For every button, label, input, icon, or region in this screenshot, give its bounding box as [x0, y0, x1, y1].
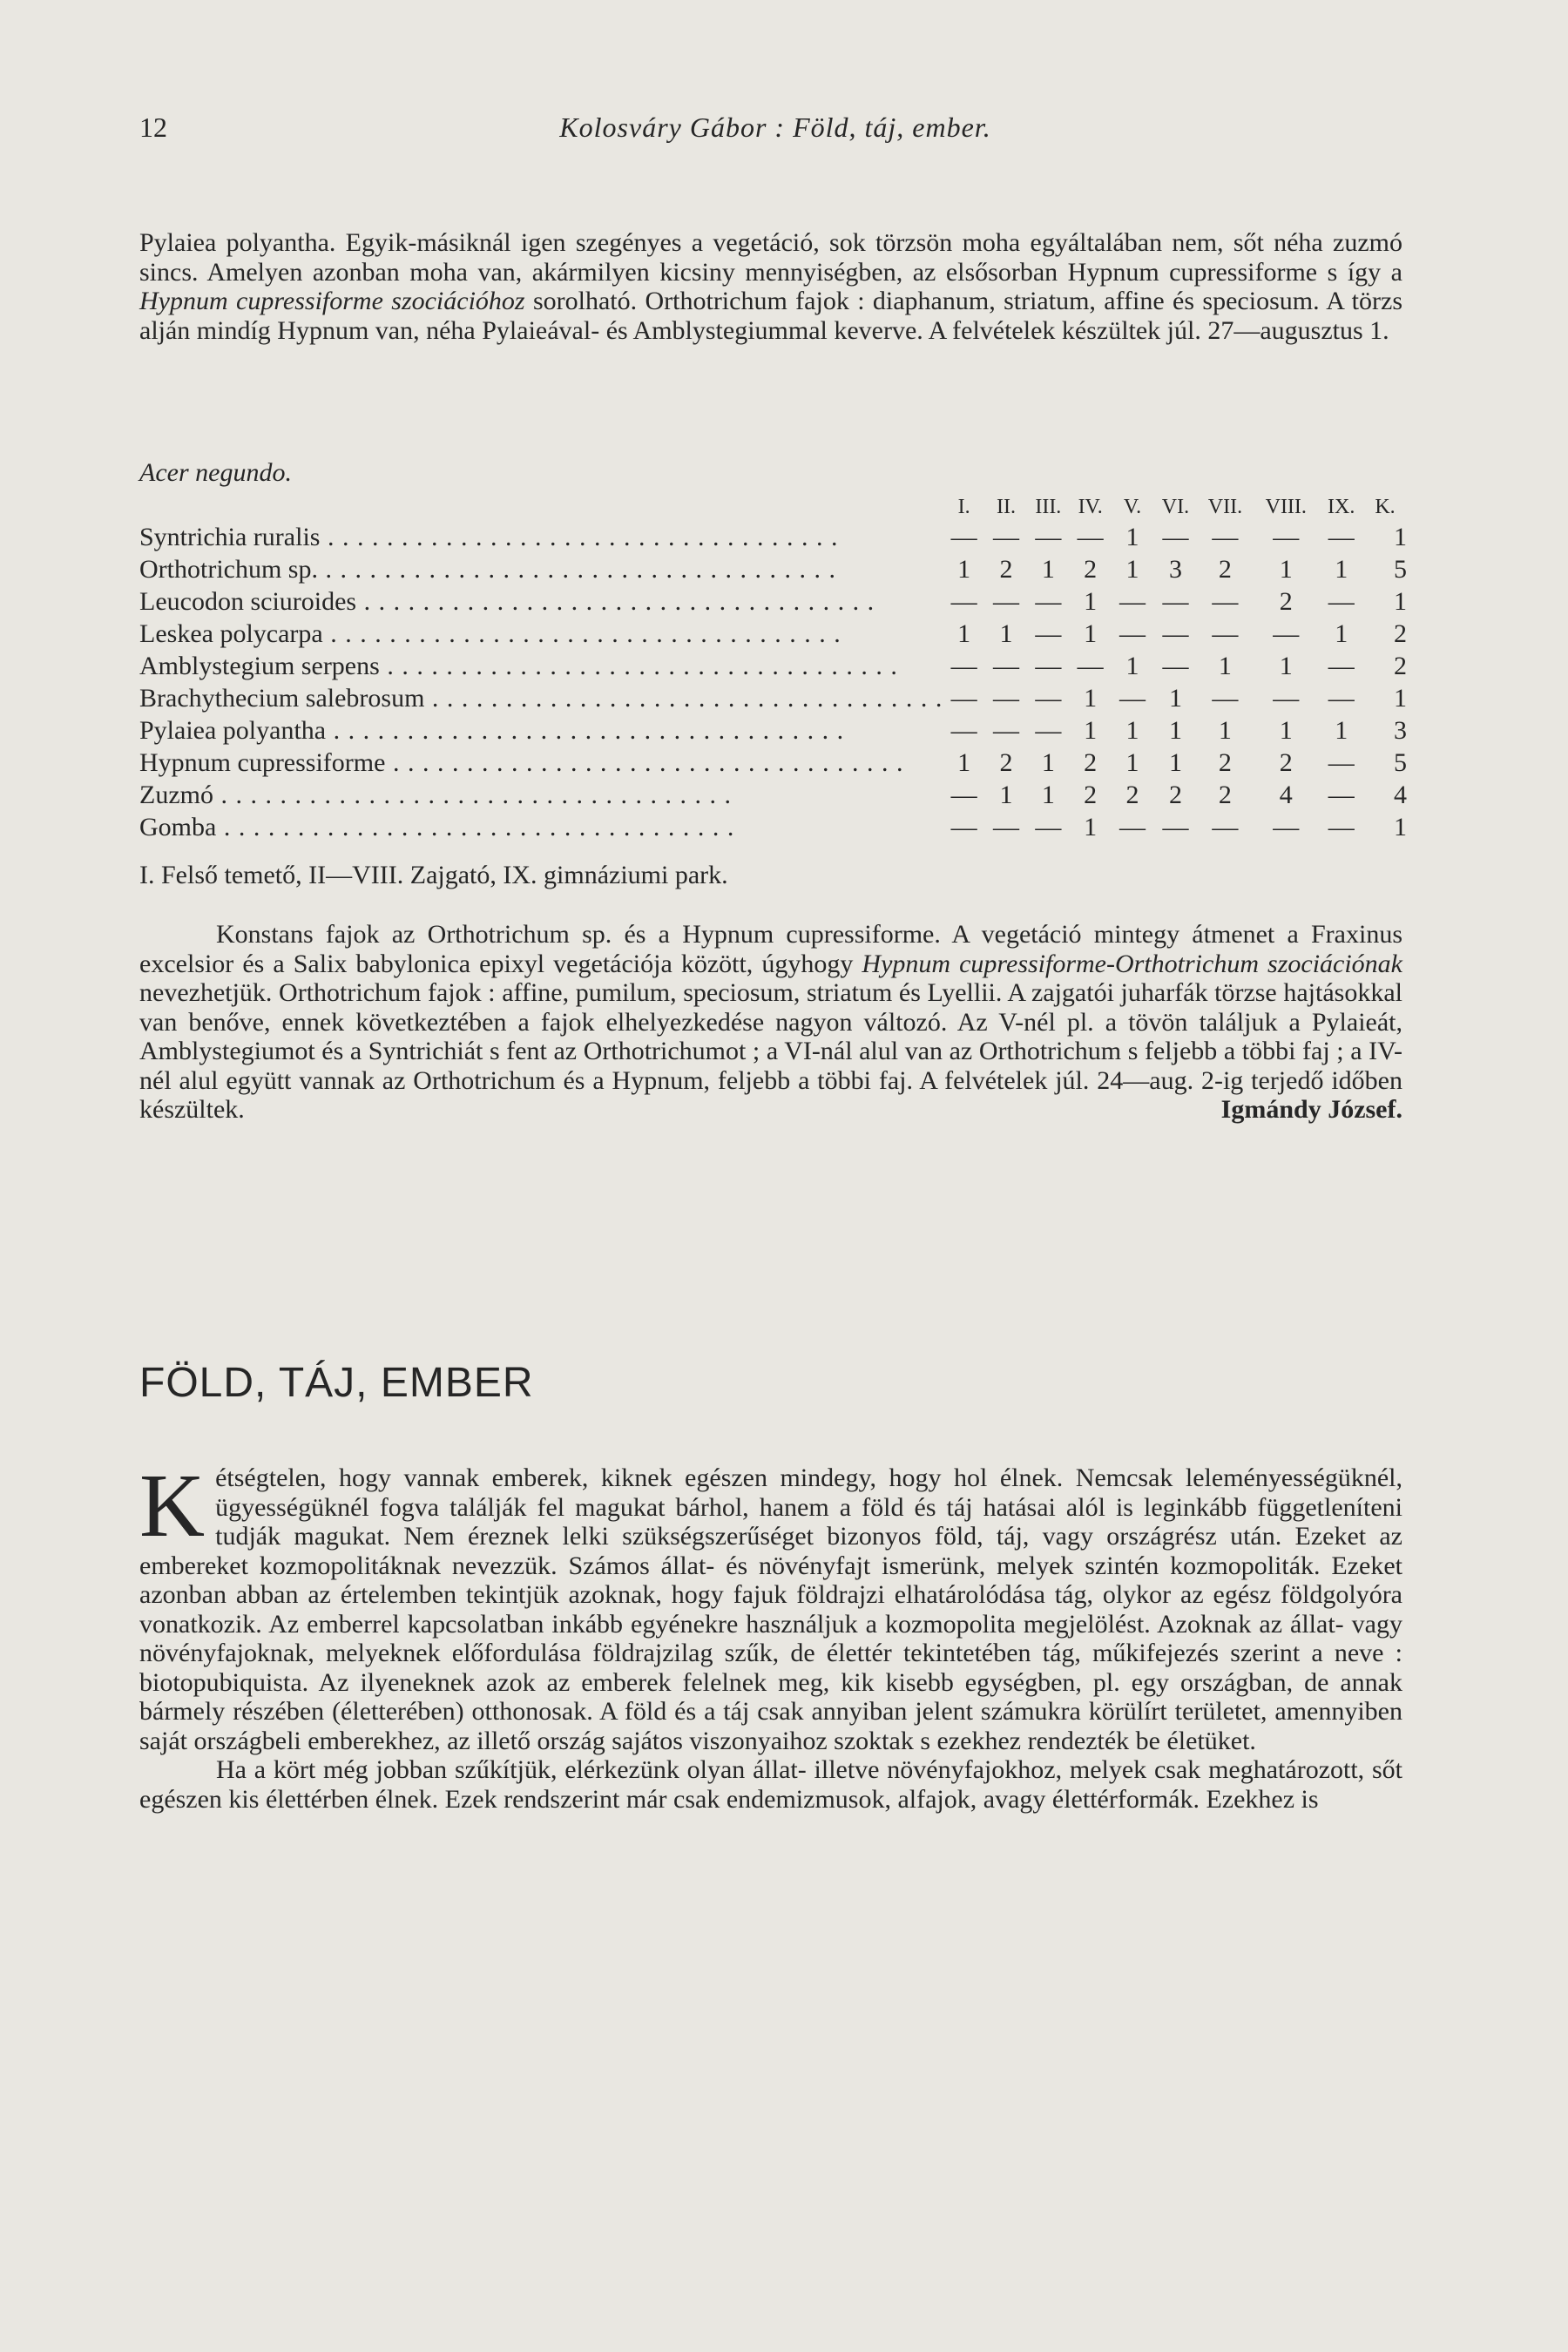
table-cell: — [1328, 587, 1355, 616]
species-name: Leskea polycarpa . . . [139, 618, 943, 650]
species-name: Syntrichia ruralis . . . [139, 521, 943, 553]
species-name: Amblystegium serpens . . . [139, 650, 943, 682]
table-cell: 1 [1335, 555, 1348, 584]
table-cell: 1 [1168, 716, 1182, 745]
table-cell: — [1162, 813, 1189, 841]
table-cell: 1 [1335, 716, 1348, 745]
table-cell: — [1035, 716, 1062, 745]
article-first-paragraph [139, 1456, 1402, 1755]
second-paragraph [139, 920, 1402, 1125]
table-cell: — [1077, 523, 1104, 551]
table-col-header: VI. [1161, 495, 1190, 518]
table-cell: — [1328, 523, 1355, 551]
table-cell: 2 [1394, 619, 1407, 648]
table-row [139, 714, 1407, 747]
table-col-header: IX. [1328, 495, 1355, 518]
table-cell: 1 [1394, 813, 1407, 841]
table-cell: 2 [1218, 748, 1232, 777]
table-cell: — [1273, 684, 1300, 713]
table-cell: — [1212, 684, 1239, 713]
article-second-paragraph: Ha a kört még jobban szűkítjük, elérkezünk olyan állat- illetve növényfajokhoz, melyek csak meghatározott, sőt egészen kis élettérben élnek. Ezek rendszerint már csak endemizmusok, alfajok, avagy élettérformák. Ezekhez is [139, 1755, 1402, 1814]
table-cell: — [1328, 781, 1355, 809]
table-cell: 1 [957, 555, 971, 584]
intro-text-b: sorolható. Orthotrichum fajok : diaphanum, striatum, affine és speciosum. A törzs alján mindíg Hypnum van, néha Pylaieával- és Amblystegiummal keverve. A felvételek készültek júl. 27—augusztus 1. [139, 287, 1402, 345]
intro-text-a: Pylaiea polyantha. Egyik-másiknál igen szegényes a vegetáció, sok törzsön moha egyáltalában nem, sőt néha zuzmó sincs. Amelyen azonban moha van, akármilyen kicsiny mennyiségben, az elsősorban Hypnum cupressiforme s így a [139, 228, 1402, 287]
table-cell: — [950, 813, 977, 841]
table-cell: 2 [1084, 781, 1098, 809]
table-cell: 1 [1084, 619, 1098, 648]
table-cell: 5 [1394, 748, 1407, 777]
table-cell: — [1119, 619, 1146, 648]
table-cell: 1 [1279, 652, 1293, 680]
table-cell: — [1035, 652, 1062, 680]
table-cell: — [1273, 813, 1300, 841]
table-cell: — [950, 587, 977, 616]
table-cell: — [1162, 523, 1189, 551]
table-cell: 1 [1125, 652, 1139, 680]
table-cell: 1 [957, 619, 971, 648]
table-cell: — [1273, 619, 1300, 648]
table-col-header: K. [1375, 495, 1396, 518]
table-cell: 2 [1394, 652, 1407, 680]
table-row [139, 747, 1407, 779]
table-cell: 1 [1125, 748, 1139, 777]
table-cell: — [992, 813, 1019, 841]
table-cell: — [1077, 652, 1104, 680]
table-col-header: VIII. [1265, 495, 1307, 518]
table-cell: 1 [1125, 523, 1139, 551]
table-header-row [139, 493, 1407, 521]
table-row [139, 553, 1407, 585]
table-cell: 2 [1084, 555, 1098, 584]
table-cell: 1 [1041, 555, 1055, 584]
table-cell: 2 [1218, 781, 1232, 809]
table-cell: — [1119, 587, 1146, 616]
table-col-header: III. [1035, 495, 1062, 518]
table-cell: 1 [1394, 587, 1407, 616]
table-cell: — [1328, 748, 1355, 777]
section-title: FÖLD, TÁJ, EMBER [139, 1360, 534, 1406]
table-row [139, 521, 1407, 553]
table-cell: 1 [1218, 652, 1232, 680]
species-name: Pylaiea polyantha . . . [139, 714, 943, 747]
table-row [139, 682, 1407, 714]
table-cell: 1 [1168, 748, 1182, 777]
table-cell: — [992, 587, 1019, 616]
table-cell: 1 [1394, 523, 1407, 551]
article-first-text: étségtelen, hogy vannak emberek, kiknek egészen mindegy, hogy hol élnek. Nemcsak leleményességüknél, ügyességüknél fogva találják fel magukat bárhol, hanem a föld és táj hatásai alól is leginkább függetleníteni tudják magukat. Nem éreznek lelki szükségszerűséget bizonyos föld, táj, vagy országrész után. Ezeket az embereket kozmopolitáknak nevezzük. Számos állat- és növényfajt ismerünk, melyek szintén kozmopoliták. Ezeket azonban abban az értelemben tekintjük azoknak, hogy fajuk földrajzi elhatárolódása tág, olykor az egész földgolyóra vonatkozik. Az emberrel kapcsolatban inkább egyénekre használjuk a kozmopolita megjelölést. Azoknak az állat- vagy növényfajoknak, melyeknek előfordulása földrajzilag szűk, de élettér tekintetében tág, műkifejezés szerint a neve : biotopubiquista. Az ilyeneknek azok az emberek felelnek meg, kik kisebb egységben, pl. egy országban, de annak bármely részében (életterében) otthonosak. A föld és a táj csak annyiban jelent számukra körülírt területet, amennyiben saját országbeli emberekhez, az illető ország sajátos viszonyaihoz szoktak s ezekhez rendezték be életüket. [139, 1463, 1402, 1755]
table-cell: 1 [1041, 781, 1055, 809]
table-cell: 2 [1084, 748, 1098, 777]
table-col-header: II. [996, 495, 1016, 518]
table-cell: — [992, 716, 1019, 745]
table-cell: 1 [1394, 684, 1407, 713]
table-cell: — [1035, 813, 1062, 841]
table-cell: — [1035, 523, 1062, 551]
species-name: Brachythecium salebrosum . . . [139, 682, 943, 714]
table-row [139, 811, 1407, 843]
intro-paragraph [139, 228, 1402, 345]
table-col-header: I. [957, 495, 970, 518]
table-row [139, 650, 1407, 682]
table-col-header: V. [1123, 495, 1142, 518]
table-cell: 1 [999, 619, 1013, 648]
table-cell: — [1273, 523, 1300, 551]
species-name: Leucodon sciuroides . . . [139, 585, 943, 618]
species-name: Orthotrichum sp. . . . [139, 553, 943, 585]
second-text-b: nevezhetjük. Orthotrichum fajok : affine, pumilum, speciosum, striatum és Lyellii. A zajgatói juharfák törzse hajtásokkal van benőve, ennek következtében a fajok elhelyezkedése nagyon változó. Az V-nél pl. a tövön találjuk a Pylaieát, Amblystegiumot és a Syntrichiát s fent az Orthotrichumot ; a VI-nál alul van az Orthotrichum s feljebb a többi faj ; a IV-nél alul együtt vannak az Orthotrichum és a Hypnum, feljebb a többi faj. A felvételek júl. 24—aug. 2-ig terjedő időben készültek. [139, 978, 1402, 1124]
table-cell: 2 [1218, 555, 1232, 584]
article-body [139, 1456, 1402, 1814]
table-cell: — [950, 523, 977, 551]
second-text-a: Konstans fajok az Orthotrichum sp. és a Hypnum cupressiforme. A vegetáció mintegy átmenet a Fraxinus excelsior és a Salix babylonica epixyl vegetációja között, úgyhogy [139, 920, 1402, 978]
table-cell: — [1162, 619, 1189, 648]
moss-table [139, 493, 1407, 843]
table-header-name [139, 493, 943, 521]
table-cell: 2 [999, 748, 1013, 777]
page-header [139, 112, 1411, 155]
table-cell: 1 [1125, 716, 1139, 745]
table-cell: — [1035, 619, 1062, 648]
table-cell: — [950, 684, 977, 713]
table-col-header: IV. [1078, 495, 1103, 518]
table-cell: 1 [999, 781, 1013, 809]
table-cell: 1 [1168, 684, 1182, 713]
table-body [139, 521, 1407, 843]
page-number: 12 [139, 112, 167, 143]
table-note: I. Felső temető, II—VIII. Zajgató, IX. gimnáziumi park. [139, 861, 728, 889]
table-cell: 1 [1279, 555, 1293, 584]
table-cell: 2 [1168, 781, 1182, 809]
table-row [139, 779, 1407, 811]
table-cell: — [950, 781, 977, 809]
table-cell: — [1328, 652, 1355, 680]
second-italic: Hypnum cupressiforme-Orthotrichum szociációnak [862, 949, 1402, 978]
table-col-header: VII. [1207, 495, 1243, 518]
table-row [139, 585, 1407, 618]
table-cell: 1 [1279, 716, 1293, 745]
table-cell: — [1212, 587, 1239, 616]
table-cell: — [1119, 813, 1146, 841]
table-cell: 2 [999, 555, 1013, 584]
table-cell: — [992, 652, 1019, 680]
table-cell: 1 [957, 748, 971, 777]
table-cell: — [1212, 619, 1239, 648]
table-cell: 5 [1394, 555, 1407, 584]
acer-label: Acer negundo. [139, 458, 292, 487]
table-cell: — [1328, 813, 1355, 841]
table-cell: — [1162, 587, 1189, 616]
table-cell: 1 [1084, 587, 1098, 616]
table-row [139, 618, 1407, 650]
table-cell: 2 [1279, 587, 1293, 616]
species-name: Gomba . . . [139, 811, 943, 843]
table-cell: — [950, 652, 977, 680]
signature: Igmándy József. [1220, 1095, 1402, 1124]
table-cell: 3 [1394, 716, 1407, 745]
table-cell: — [1119, 684, 1146, 713]
species-name: Hypnum cupressiforme . . . [139, 747, 943, 779]
table-note-block [139, 861, 1402, 890]
table-cell: 1 [1084, 684, 1098, 713]
table-cell: 3 [1168, 555, 1182, 584]
species-name: Zuzmó . . . [139, 779, 943, 811]
table-cell: — [1035, 684, 1062, 713]
table-cell: 4 [1279, 781, 1293, 809]
table-cell: — [992, 523, 1019, 551]
table-cell: 1 [1218, 716, 1232, 745]
table-cell: — [1328, 684, 1355, 713]
table-cell: 1 [1125, 555, 1139, 584]
table-cell: 1 [1084, 813, 1098, 841]
table-cell: 1 [1041, 748, 1055, 777]
table-cell: — [1035, 587, 1062, 616]
table-cell: — [1212, 813, 1239, 841]
table-cell: — [1212, 523, 1239, 551]
table-cell: 4 [1394, 781, 1407, 809]
table-cell: — [1162, 652, 1189, 680]
intro-italic: Hypnum cupressiforme szociációhoz [139, 287, 525, 315]
table-cell: 2 [1279, 748, 1293, 777]
table-cell: — [992, 684, 1019, 713]
table-cell: — [950, 716, 977, 745]
table-cell: 2 [1125, 781, 1139, 809]
drop-cap: K [139, 1456, 206, 1556]
running-title: Kolosváry Gábor : Föld, táj, ember. [559, 112, 991, 143]
table-cell: 1 [1084, 716, 1098, 745]
table-cell: 1 [1335, 619, 1348, 648]
